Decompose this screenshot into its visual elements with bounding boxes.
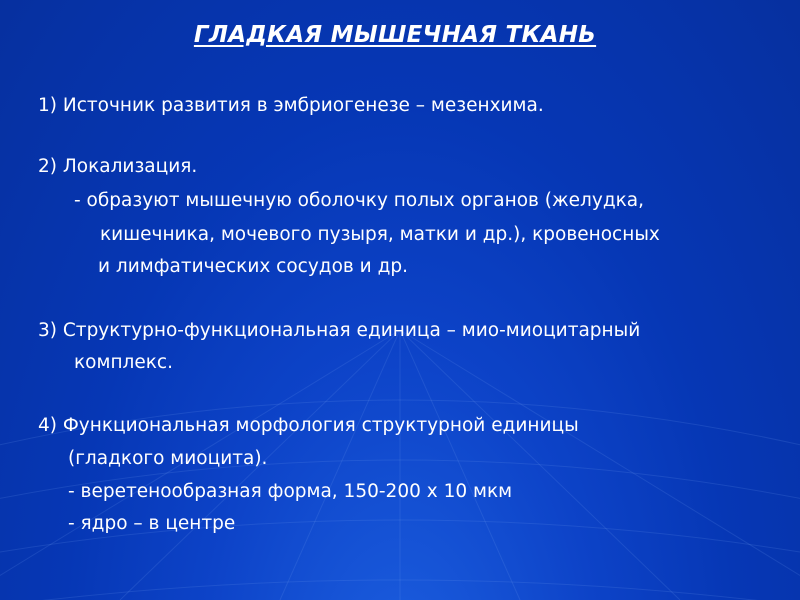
point-4-line-2: (гладкого миоцита).: [68, 448, 268, 469]
point-2-line-1: - образуют мышечную оболочку полых органов (желудка,: [74, 190, 645, 211]
point-4-line-4: - ядро – в центре: [68, 513, 236, 534]
point-4-line-3: - веретенообразная форма, 150-200 х 10 мкм: [68, 481, 513, 502]
slide-title: ГЛАДКАЯ МЫШЕЧНАЯ ТКАНЬ: [193, 22, 597, 48]
point-1-text: 1) Источник развития в эмбриогенезе – мезенхима.: [38, 95, 544, 116]
point-2-heading: 2) Локализация.: [38, 156, 198, 177]
point-2-line-3: и лимфатических сосудов и др.: [98, 256, 408, 277]
point-3-line-2: комплекс.: [74, 352, 173, 373]
point-4-line-1: 4) Функциональная морфология структурной единицы: [38, 415, 579, 436]
point-3-line-1: 3) Структурно-функциональная единица – мио-миоцитарный: [38, 320, 641, 341]
point-2-line-2: кишечника, мочевого пузыря, матки и др.), кровеносных: [100, 224, 660, 245]
